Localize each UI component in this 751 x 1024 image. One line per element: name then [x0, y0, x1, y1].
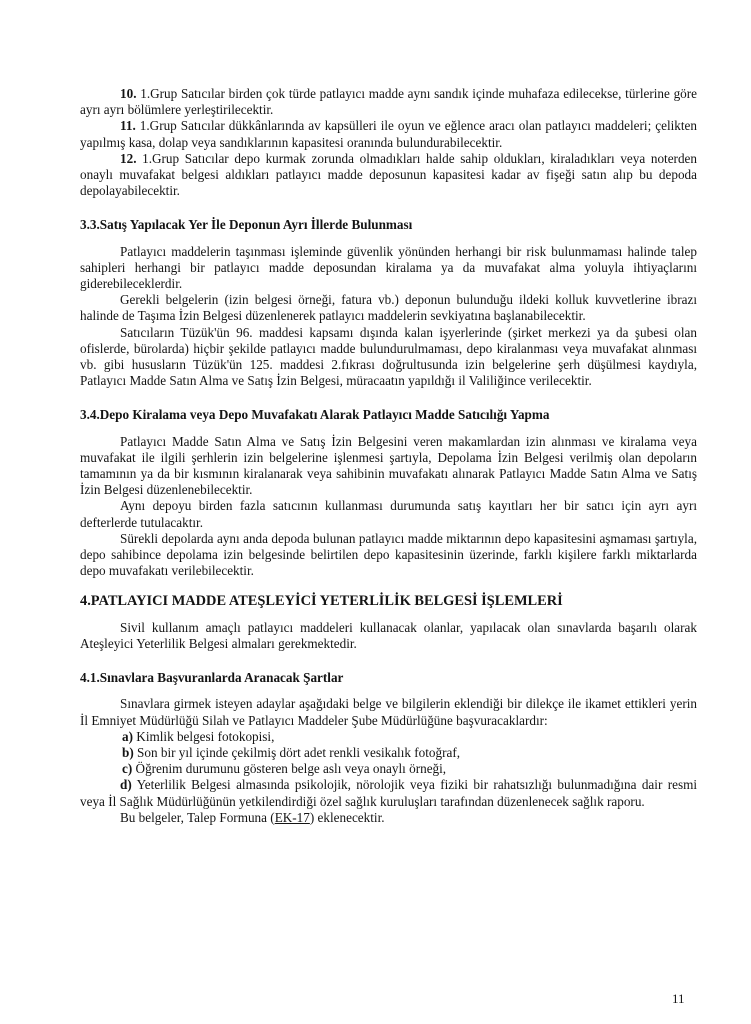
list-text: Öğrenim durumunu gösteren belge aslı veya onaylı örneği, — [132, 761, 447, 777]
paragraph: Sivil kullanım amaçlı patlayıcı maddeleri kullanacak olanlar, yapılacak olan sınavlarda başarılı olarak Ateşleyici Yeterlilik Belgesi almaları gerekmektedir. — [80, 619, 697, 651]
paragraph-text: Bu belgeler, Talep Formuna ( — [120, 809, 275, 825]
section-heading-4-1: 4.1.Sınavlara Başvuranlarda Aranacak Şartlar — [80, 670, 344, 686]
item-text: 1.Grup Satıcılar dükkânlarında av kapsülleri ile oyun ve eğlence aracı olan patlayıcı maddeleri; çelikten yapılmış kasa, dolap veya sandıklarının kapasitesi oranında bulundurabilecektir. — [80, 118, 697, 150]
paragraph-text: ) eklenecektir. — [309, 809, 385, 825]
paragraph: Patlayıcı Madde Satın Alma ve Satış İzin Belgesini veren makamlardan izin alınması ve kiralama veya muvafakat ile ilgili şerhlerin izin belgelerine işlenmesi şartıyla, Depolama İzin Belgesi verilmiş olan depoların tamamının ya da bir kısmının kiralanarak veya sahibinin muvafakatı alınarak Patlayıcı Madde Satın Alma ve Satış İzin Belgesi düzenlenebilecektir. — [80, 433, 697, 498]
item-number: 12. — [120, 150, 137, 166]
list-marker: d) — [120, 777, 132, 793]
list-text: Son bir yıl içinde çekilmiş dört adet renkli vesikalık fotoğraf, — [133, 744, 461, 760]
ek-17-link[interactable]: EK-17 — [274, 809, 310, 825]
item-number: 10. — [120, 86, 137, 101]
list-marker: b) — [122, 744, 134, 760]
paragraph: Sınavlara girmek isteyen adaylar aşağıdaki belge ve bilgilerin eklendiği bir dilekçe ile ikamet ettikleri yerin İl Emniyet Müdürlüğü Silah ve Patlayıcı Maddeler Şube Müdürlüğüne başvuracaklardır: — [80, 696, 697, 728]
list-item — [122, 729, 697, 745]
item-number: 11. — [120, 118, 136, 134]
chapter-heading-4: 4.PATLAYICI MADDE ATEŞLEYİCİ YETERLİLİK BELGESİ İŞLEMLERİ — [80, 593, 563, 610]
document-page — [80, 86, 697, 826]
list-marker: a) — [122, 728, 133, 744]
item-text: 1.Grup Satıcılar depo kurmak zorunda olmadıkları halde sahip oldukları, kiraladıkları veya noterden onaylı muvafakat belgesi aldıkları patlayıcı madde deposunun kapasitesi kadar av fişeği satın alıp bu depoda depolayabilecektir. — [80, 150, 697, 199]
item-text: 1.Grup Satıcılar birden çok türde patlayıcı madde aynı sandık içinde muhafaza edilecekse, türlerine göre ayrı ayrı bölümlere yerleştirilecektir. — [80, 86, 697, 118]
list-text: Yeterlilik Belgesi almasında psikolojik, nörolojik veya fiziki bir rahatsızlığı bulunmadığına dair resmi veya İl Sağlık Müdürlüğünün yetkilendirdiği özel sağlık kuruluşları tarafından düzenlenecek sağlık raporu. — [80, 777, 697, 809]
list-item — [80, 777, 697, 809]
page-number: 11 — [672, 991, 685, 1006]
list-item — [122, 761, 697, 777]
paragraph: Satıcıların Tüzük'ün 96. maddesi kapsamı dışında kalan işyerlerinde (şirket merkezi ya da şubesi olan ofislerde, bürolarda) hiçbir şekilde patlayıcı madde bulundurulmaması, depo kiralanması veya muvafakat alınması vb. gibi hususların Tüzük'ün 125. maddesi 2.fıkrası doğrultusunda izin belgelerine şerh düşülmesi kaydıyla, Patlayıcı Madde Satın Alma ve Satış İzin Belgesi, müracaatın yapıldığı il Valiliğince verilecektir. — [80, 324, 697, 389]
list-item — [122, 745, 697, 761]
paragraph: Aynı depoyu birden fazla satıcının kullanması durumunda satış kayıtları her bir satıcı için ayrı ayrı defterlerde tutulacaktır. — [80, 498, 697, 530]
list-item — [80, 151, 697, 200]
list-marker: c) — [122, 761, 133, 777]
paragraph: Patlayıcı maddelerin taşınması işleminde güvenlik yönünden herhangi bir risk bulunmaması halinde talep sahipleri herhangi bir patlayıcı madde deposundan kiralama ya da muvafakat alma yoluyla ihtiyaçlarını giderebileceklerdir. — [80, 243, 697, 292]
section-heading-3-3: 3.3.Satış Yapılacak Yer İle Deponun Ayrı İllerde Bulunması — [80, 217, 413, 233]
section-heading-3-4: 3.4.Depo Kiralama veya Depo Muvafakatı Alarak Patlayıcı Madde Satıcılığı Yapma — [80, 407, 550, 423]
list-item — [80, 86, 697, 118]
paragraph: Sürekli depolarda aynı anda depoda bulunan patlayıcı madde miktarının depo kapasitesini aşmaması şartıyla, depo sahibince depolama izin belgesinde belirtilen depo kapasitesinin üzerinde, farklı kişilere farklı miktarlarda depo muvafakatı verilebilecektir. — [80, 530, 697, 579]
paragraph: Gerekli belgelerin (izin belgesi örneği, fatura vb.) deponun bulunduğu ildeki kolluk kuvvetlerine ibrazı halinde de Taşıma İzin Belgesi düzenlenerek patlayıcı maddelerin sevkiyatına başlanabilecektir. — [80, 292, 697, 324]
list-text: Kimlik belgesi fotokopisi, — [133, 728, 275, 744]
paragraph — [80, 810, 697, 826]
list-item — [80, 118, 697, 150]
